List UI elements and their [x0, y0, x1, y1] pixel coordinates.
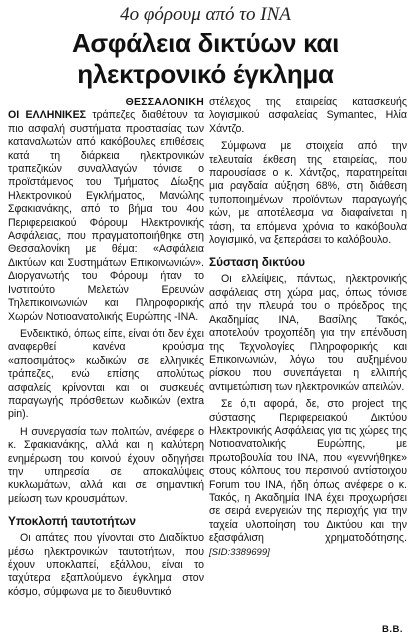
- kicker: 4ο φόρουμ από το ΙΝΑ: [120, 4, 291, 25]
- dateline: ΘΕΣΣΑΛΟΝΙΚΗ: [125, 97, 204, 108]
- subhead-identity-theft: Υποκλοπή ταυτοτήτων: [8, 514, 136, 529]
- paragraph-4: Οι απάτες που γίνονται στο Διαδίκτυο μέσω ηλεκτρονικών ταυτοτήτων, που έχουν υποκλαπεί, εξάλλου, είναι το ταχύτερα εξαπλούμενο έγκλημα στον κόσμο, σύμφωνα με το διευθυντικό: [8, 532, 204, 598]
- signature: Β.Β.: [382, 624, 403, 635]
- headline-line-2: ηλεκτρονικό έγκλημα: [77, 59, 334, 89]
- lead-paragraph: [8, 109, 204, 324]
- source-id: [SID:3389699]: [209, 546, 270, 558]
- paragraph-3: Η συνεργασία των πολιτών, ανέφερε ο κ. Σφακιανάκης, αλλά και η καλύτερη ενημέρωση του κοινού έχουν οδηγήσει την υπηρεσία σε αποκαλύψεις κυκλωμάτων, αλλά και σε σημαντική μείωση των κρουσμάτων.: [8, 425, 204, 505]
- right-paragraph-3: Οι ελλείψεις, πάντως, ηλεκτρονικής ασφάλειας στη χώρα μας, όπως τόνισε από την πλευρά του ο πρόεδρος της Ακαδημίας ΙΝΑ, Βασίλης Τακός, αποτελούν τροχοπέδη για την επένδυση της Τεχνολογίες Πληροφορικής και Επικοινωνιών, λόγω του αυξημένου ρίσκου που συνεπάγεται η ελλιπής αντιμετώπιση των ηλεκτρονικών απειλών.: [209, 273, 407, 393]
- right-paragraph-2: Σύμφωνα με στοιχεία από την τελευταία έκθεση της εταιρείας, που παρουσίασε ο κ. Χάντζος, παρατηρείται μια ραγδαία αύξηση 68%, στη διάθεση τυποποιημένων προϊόντων παραγωγής κών, με αποτέλεσμα να διαφαίνεται η τάση, τα επόμενα χρόνια το κακόβουλα λογισμικό, να ξεπεράσει το καλόβουλο.: [209, 140, 407, 247]
- lead-caps: ΟΙ ΕΛΛΗΝΙΚΕΣ: [8, 109, 87, 122]
- paragraph-2: Ενδεικτικό, όπως είπε, είναι ότι δεν έχει αναφερθεί κανένα κρούσμα «αποσιμάτος» κωδικών σε ελληνικές τράπεζες, ενώ επίσης απολύτως ασφαλείς κρίνονται και οι συσκευές παραγωγής πρόσθετων κωδικών (extra pin).: [8, 327, 204, 421]
- headline-line-1: Ασφάλεια δικτύων και: [71, 28, 340, 58]
- right-column: [209, 96, 407, 563]
- right-paragraph-4-text: Σε ό,τι αφορά, δε, στο project της σύστασης Περιφερειακού Δικτύου Ηλεκτρονικής Ασφάλειας για τις χώρες της Νοτιοανατολικής Ευρώπης, με πρωτοβουλία του ΙΝΑ, που «γεννήθηκε» στους κόλπους του περσινού αντίστοιχου Forum του ΙΝΑ, ήδη όπως ανέφερε ο κ. Τακός, η Ακαδημία ΙΝΑ έχει προχωρήσει σε σειρά ενεργειών της περιοχής για την ταχεία υλοποίηση του Δικτύου και την εξασφάλιση χρηματοδότησης.: [209, 398, 407, 545]
- lead-text: τράπεζες διαθέτουν τα πιο ασφαλή συστήματα προστασίας των καταναλωτών από κακόβουλες επιθέσεις κατά τη διάρκεια ηλεκτρονικών τραπεζικών συναλλαγών τόνισε ο προϊστάμενος του Τμήματος Δίωξης Ηλεκτρονικού Εγκλήματος, Μανώλης Σφακιανάκης, από το βήμα του 4ου Περιφερειακού Φόρουμ Ηλεκτρονικής Ασφάλειας, που πραγματοποιήθηκε στη Θεσσαλονίκη με θέμα: «Ασφάλεια Δικτύων και Συστημάτων Επικοινωνιών». Διοργανωτής του Φόρουμ ήταν το Ινστιτούτο Μελετών Ερευνών Τηλεπικοινωνιών και Πληροφορικής Χωρών Νοτιοανατολικής Ευρώπης -ΙΝΑ.: [8, 109, 204, 323]
- right-paragraph-1: στέλεχος της εταιρείας κατασκευής λογισμικού ασφαλείας Symantec, Ηλία Χάντζο.: [209, 96, 407, 135]
- left-column: [8, 96, 204, 603]
- headline: [0, 28, 411, 90]
- subhead-network: Σύσταση δικτύου: [209, 255, 305, 270]
- right-paragraph-4: [209, 398, 407, 559]
